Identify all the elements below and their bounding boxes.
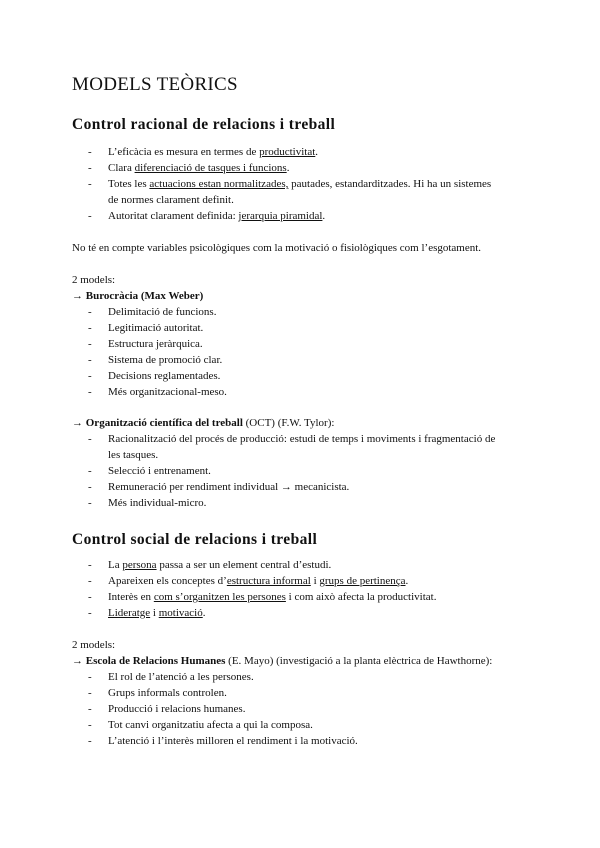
heading-keyword: racional [130,116,188,133]
models-label: 2 models: [72,639,116,651]
list-item: - Selecció i entrenament. [72,463,542,479]
list-item: - Estructura jeràrquica. [72,336,542,352]
models-label: 2 models: [72,274,116,286]
list-item: - Racionalització del procés de producció: estudi de temps i moviments i fragmentació de les tasques. [72,431,542,463]
heading-text: de relacions i treball [169,531,318,548]
oct-list [72,431,542,511]
list-item: - Producció i relacions humanes. [72,701,542,717]
list-item: - Apareixen els conceptes d’estructura informal i grups de pertinença. [72,573,542,589]
heading-text: de relacions i treball [187,116,336,133]
heading-text: Control [72,531,131,548]
model-title-oct: → Organització científica del treball (OCT) (F.W. Tylor): [72,417,335,429]
human-relations-list [72,669,542,749]
list-item: - Grups informals controlen. [72,685,542,701]
model-title-bureaucracy: → Burocràcia (Max Weber) [72,290,204,302]
list-item: - Tot canvi organitzatiu afecta a qui la composa. [72,717,542,733]
section-heading-social [72,531,317,549]
list-item: - Sistema de promoció clar. [72,352,542,368]
list-item: - El rol de l’atenció a les persones. [72,669,542,685]
heading-keyword: social [130,531,170,548]
social-characteristics-list [72,557,542,621]
list-item: - Remuneració per rendiment individual → mecanicista. [72,479,542,495]
list-item: - Totes les actuacions estan normalitzades, pautades, estandarditzades. Hi ha un sistemes de normes clarament definit. [72,176,542,208]
heading-text: Control [72,116,131,133]
model-title-human-relations: → Escola de Relacions Humanes (E. Mayo) (investigació a la planta elèctrica de Hawthorne): [72,655,493,667]
list-item: - Legitimació autoritat. [72,320,542,336]
list-item: - La persona passa a ser un element central d’estudi. [72,557,542,573]
list-item: - Interès en com s’organitzen les persones i com això afecta la productivitat. [72,589,542,605]
list-item: - Lideratge i motivació. [72,605,542,621]
list-item: - Clara diferenciació de tasques i funcions. [72,160,542,176]
section-heading-rational [72,116,335,134]
list-item: - L’eficàcia es mesura en termes de productivitat. [72,144,542,160]
list-item: - Decisions reglamentades. [72,368,542,384]
rational-characteristics-list [72,144,542,224]
list-item: - Més organitzacional-meso. [72,384,542,400]
list-item: - Autoritat clarament definida: jerarquia piramidal. [72,208,542,224]
page-title: MODELS TEÒRICS [72,74,238,95]
list-item: - L’atenció i l’interès milloren el rendiment i la motivació. [72,733,542,749]
list-item: - Més individual-micro. [72,495,542,511]
list-item: - Delimitació de funcions. [72,304,542,320]
note-paragraph: No té en compte variables psicològiques com la motivació o fisiològiques com l’esgotament. [72,242,482,254]
bureaucracy-list [72,304,542,400]
